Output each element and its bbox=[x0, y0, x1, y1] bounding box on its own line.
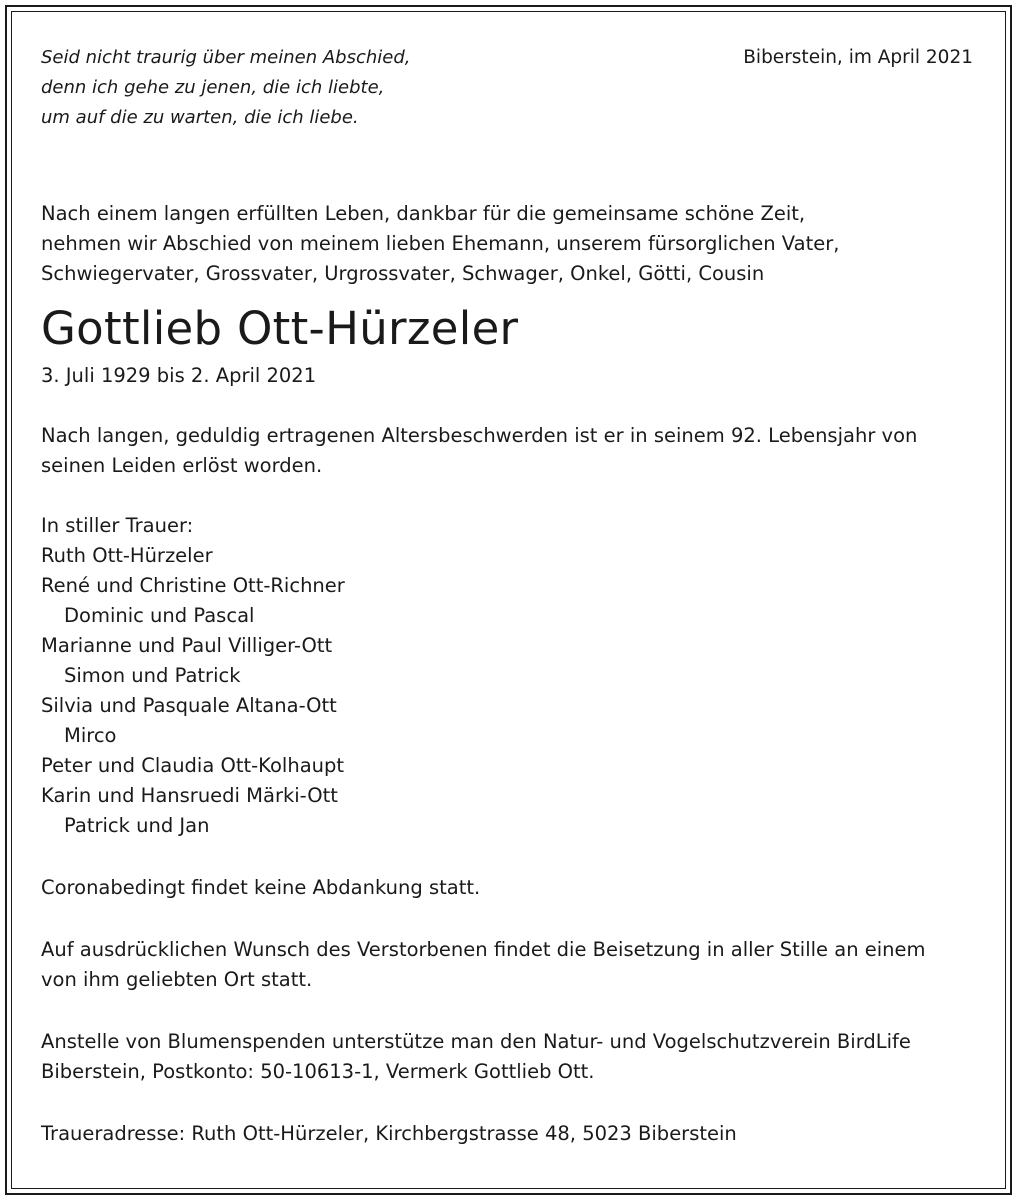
mourner-entry: Karin und Hansruedi Märki-Ott bbox=[41, 784, 338, 807]
mourner-entry: Peter und Claudia Ott-Kolhaupt bbox=[41, 754, 345, 777]
mourner-entry: Ruth Ott-Hürzeler bbox=[41, 544, 213, 567]
motto-line: denn ich gehe zu jenen, die ich liebte, bbox=[41, 77, 385, 98]
obituary-content bbox=[41, 43, 977, 1149]
passing-line: Nach langen, geduldig ertragenen Altersbeschwerden ist er in seinem 92. Lebensjahr von bbox=[41, 424, 918, 447]
mourning-address: Traueradresse: Ruth Ott-Hürzeler, Kirchbergstrasse 48, 5023 Biberstein bbox=[41, 1122, 737, 1145]
intro-line: nehmen wir Abschied von meinem lieben Ehemann, unserem fürsorglichen Vater, bbox=[41, 232, 840, 255]
ceremony-notice: Coronabedingt findet keine Abdankung statt. bbox=[41, 876, 481, 899]
motto-line: um auf die zu warten, die ich liebe. bbox=[41, 107, 359, 128]
mourner-entry: Dominic und Pascal bbox=[64, 604, 255, 627]
intro-paragraph bbox=[41, 199, 977, 289]
mourner-entry: Patrick und Jan bbox=[64, 814, 210, 837]
mourner-entry: Marianne und Paul Villiger-Ott bbox=[41, 634, 333, 657]
donation-line: Anstelle von Blumenspenden unterstütze man den Natur- und Vogelschutzverein BirdLife bbox=[41, 1030, 911, 1053]
intro-line: Schwiegervater, Grossvater, Urgrossvater, Schwager, Onkel, Götti, Cousin bbox=[41, 262, 765, 285]
mourner-entry: René und Christine Ott-Richner bbox=[41, 574, 345, 597]
motto-line: Seid nicht traurig über meinen Abschied, bbox=[41, 47, 411, 68]
mourner-entry: Mirco bbox=[64, 724, 117, 747]
mourners-block bbox=[41, 511, 977, 841]
donation-paragraph bbox=[41, 1027, 977, 1087]
donation-line: Biberstein, Postkonto: 50-10613-1, Vermerk Gottlieb Ott. bbox=[41, 1060, 595, 1083]
life-dates: 3. Juli 1929 bis 2. April 2021 bbox=[41, 364, 317, 387]
intro-line: Nach einem langen erfüllten Leben, dankbar für die gemeinsame schöne Zeit, bbox=[41, 202, 806, 225]
mourner-entry: Simon und Patrick bbox=[64, 664, 241, 687]
passing-line: seinen Leiden erlöst worden. bbox=[41, 454, 323, 477]
passing-paragraph bbox=[41, 421, 977, 481]
place-date: Biberstein, im April 2021 bbox=[743, 47, 973, 68]
deceased-name: Gottlieb Ott-Hürzeler bbox=[41, 302, 519, 355]
mourners-heading: In stiller Trauer: bbox=[41, 514, 194, 537]
burial-paragraph bbox=[41, 935, 977, 995]
burial-line: Auf ausdrücklichen Wunsch des Verstorbenen findet die Beisetzung in aller Stille an einem bbox=[41, 938, 926, 961]
motto-verse bbox=[41, 43, 977, 133]
mourner-entry: Silvia und Pasquale Altana-Ott bbox=[41, 694, 337, 717]
burial-line: von ihm geliebten Ort statt. bbox=[41, 968, 313, 991]
